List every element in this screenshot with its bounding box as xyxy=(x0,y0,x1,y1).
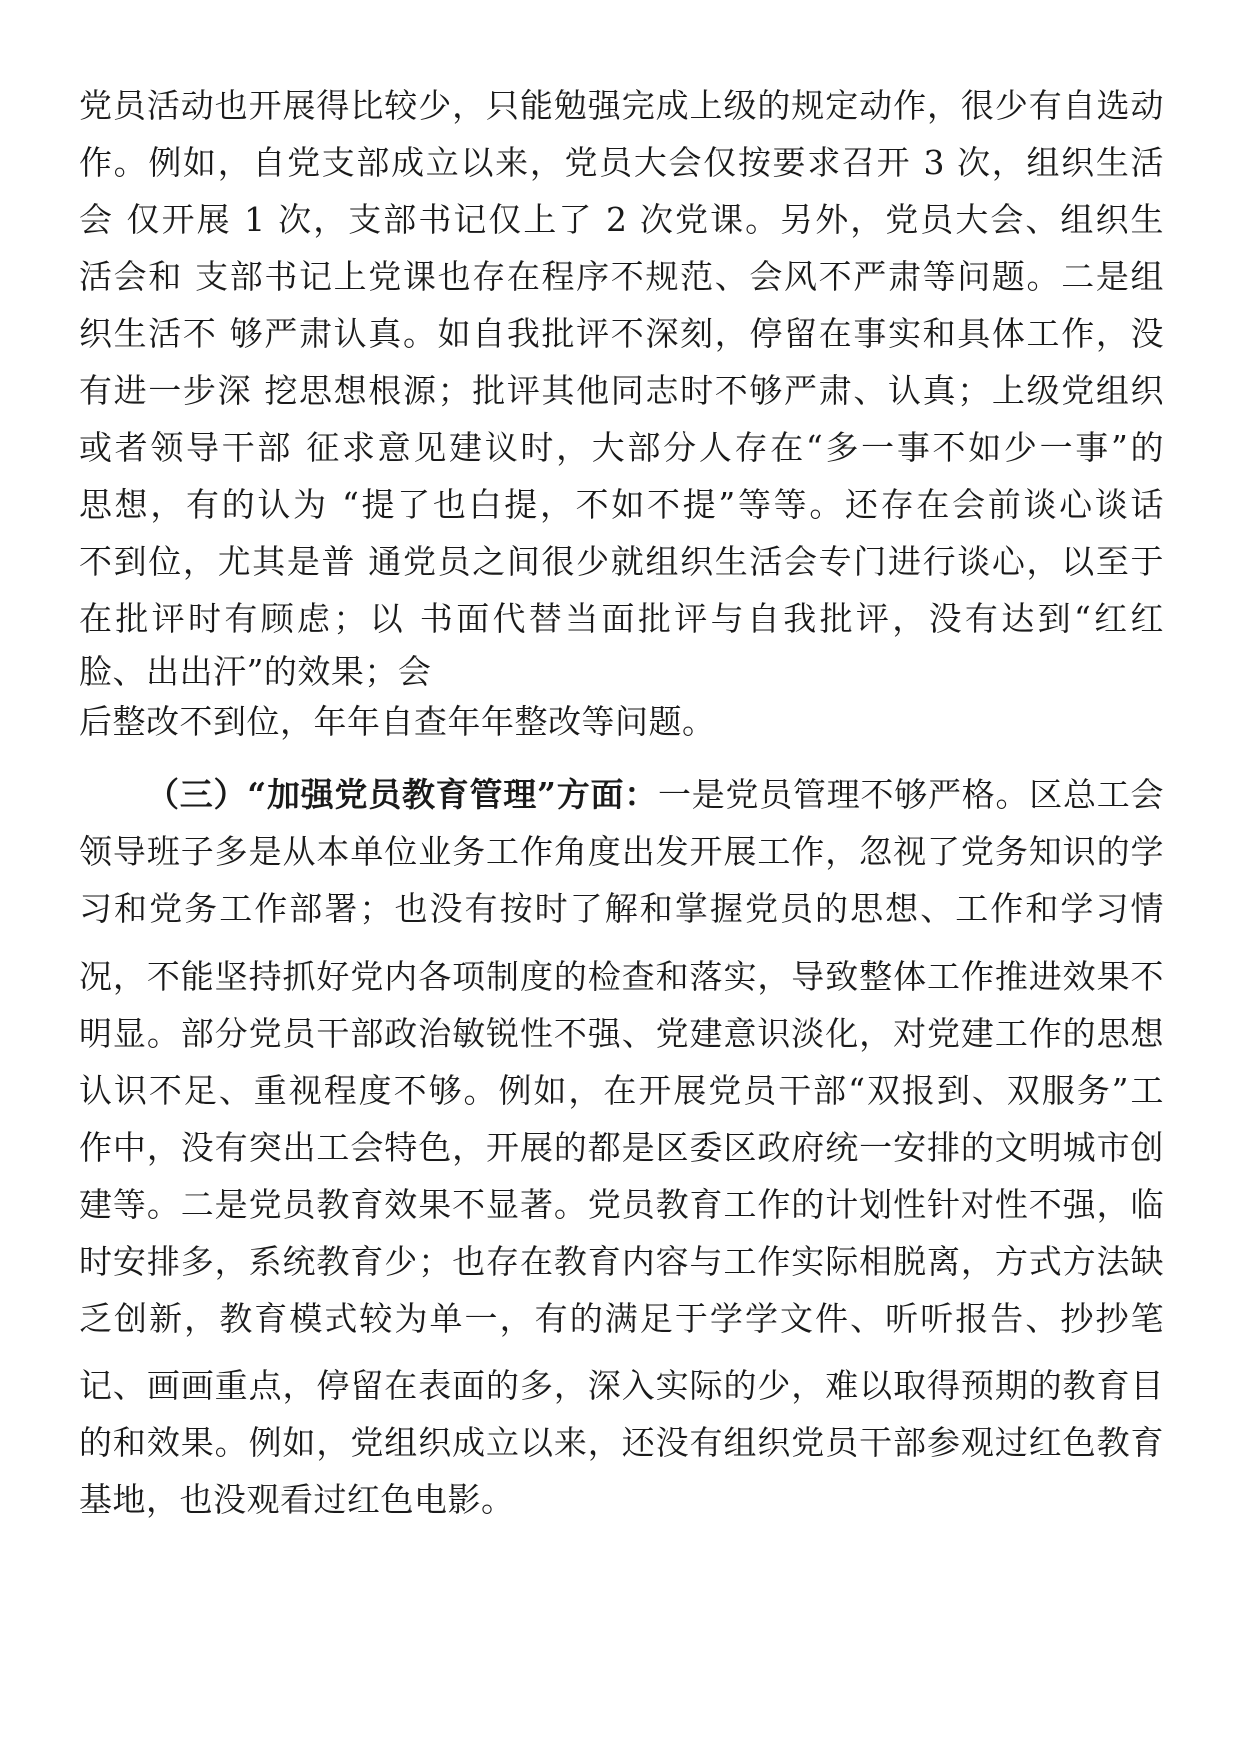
paragraph-line: 党员活动也开展得比较少，只能勉强完成上级的规定动作，很少有自选动 xyxy=(79,86,1164,125)
paragraph-line: 或者领导干部 征求意见建议时，大部分人存在“多一事不如少一事”的 xyxy=(79,428,1164,467)
paragraph-line: 况，不能坚持抓好党内各项制度的检查和落实，导致整体工作推进效果不 xyxy=(79,957,1164,996)
paragraph-line: 会 仅开展 1 次，支部书记仅上了 2 次党课。另外，党员大会、组织生 xyxy=(79,200,1164,239)
paragraph-line: 不到位，尤其是普 通党员之间很少就组织生活会专门进行谈心，以至于 xyxy=(79,542,1164,581)
paragraph-line: 脸、出出汗”的效果；会 xyxy=(79,652,432,691)
paragraph-line: 明显。部分党员干部政治敏锐性不强、党建意识淡化，对党建工作的思想 xyxy=(79,1014,1164,1053)
paragraph-line: 活会和 支部书记上党课也存在程序不规范、会风不严肃等问题。二是组 xyxy=(79,257,1164,296)
paragraph-first-line xyxy=(146,775,1164,817)
paragraph-line: 基地，也没观看过红色电影。 xyxy=(79,1480,515,1519)
paragraph-line: 作中，没有突出工会特色，开展的都是区委区政府统一安排的文明城市创 xyxy=(79,1128,1164,1167)
paragraph-line: 认识不足、重视程度不够。例如，在开展党员干部“双报到、双服务”工 xyxy=(79,1071,1164,1110)
paragraph-line: 的和效果。例如，党组织成立以来，还没有组织党员干部参观过红色教育 xyxy=(79,1423,1164,1462)
paragraph-line: 记、画画重点，停留在表面的多，深入实际的少，难以取得预期的教育目 xyxy=(79,1366,1164,1405)
paragraph-text: 一是党员管理不够严格。区总工会 xyxy=(657,775,1164,814)
paragraph-line: 思想，有的认为 “提了也白提，不如不提”等等。还存在会前谈心谈话 xyxy=(79,485,1164,524)
paragraph-line: 作。例如，自党支部成立以来，党员大会仅按要求召开 3 次，组织生活 xyxy=(79,143,1164,182)
paragraph-line: 习和党务工作部署；也没有按时了解和掌握党员的思想、工作和学习情 xyxy=(79,889,1164,928)
paragraph-line: 织生活不 够严肃认真。如自我批评不深刻，停留在事实和具体工作，没 xyxy=(79,314,1164,353)
paragraph-line: 在批评时有顾虑；以 书面代替当面批评与自我批评，没有达到“红红 xyxy=(79,599,1164,638)
paragraph-line: 建等。二是党员教育效果不显著。党员教育工作的计划性针对性不强，临 xyxy=(79,1185,1164,1224)
paragraph-line: 有进一步深 挖思想根源；批评其他同志时不够严肃、认真；上级党组织 xyxy=(79,371,1164,410)
paragraph-line: 后整改不到位，年年自查年年整改等问题。 xyxy=(79,702,716,741)
paragraph-line: 时安排多，系统教育少；也存在教育内容与工作实际相脱离，方式方法缺 xyxy=(79,1242,1164,1281)
paragraph-line: 领导班子多是从本单位业务工作角度出发开展工作，忽视了党务知识的学 xyxy=(79,832,1164,871)
paragraph-line: 乏创新，教育模式较为单一，有的满足于学学文件、听听报告、抄抄笔 xyxy=(79,1299,1164,1338)
section-heading: （三）“加强党员教育管理”方面： xyxy=(146,775,658,814)
